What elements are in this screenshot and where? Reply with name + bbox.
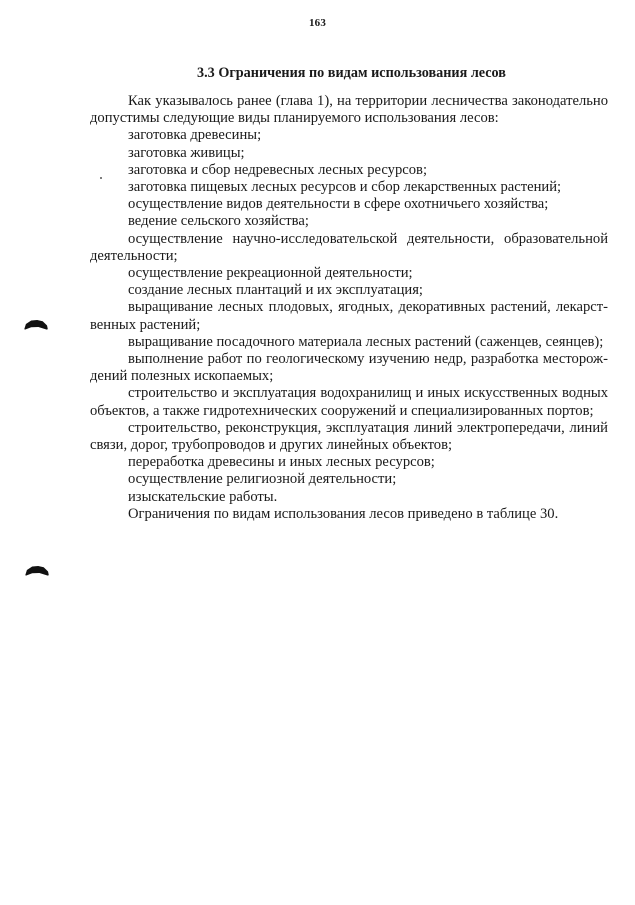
list-item: осуществление научно-исследовательской деятельности, образовательной деятельности; [90, 230, 608, 264]
list-item: осуществление рекреационной деятельности; [128, 265, 413, 282]
list-item: строительство и эксплуатация водохранилищ и иных искусственных водных объектов, а также гидротехнических сооружений и специализированных портов; [90, 385, 608, 419]
list-item: заготовка живицы; [128, 144, 245, 161]
binder-hole-mark [25, 566, 49, 576]
list-item: осуществление религиозной деятельности; [128, 471, 397, 488]
scan-speck [100, 177, 102, 179]
list-item: выращивание посадочного материала лесных растений (саженцев, сеянцев); [128, 333, 604, 350]
list-item: заготовка пищевых лесных ресурсов и сбор лекарственных растений; [128, 179, 562, 196]
list-item: заготовка древесины; [128, 127, 262, 144]
list-item: выполнение работ по геологическому изучению недр, разработка месторож-дений полезных ископаемых; [90, 351, 608, 385]
list-item: выращивание лесных плодовых, ягодных, декоративных растений, лекарст-венных растений; [90, 299, 608, 333]
intro-paragraph: Как указывалось ранее (глава 1), на территории лесничества законодательно допустимы следующие виды планируемого использования лесов: [90, 93, 608, 127]
binder-hole-mark [24, 320, 48, 330]
list-item: осуществление видов деятельности в сфере охотничьего хозяйства; [128, 196, 549, 213]
section-title: 3.3 Ограничения по видам использования лесов [197, 65, 506, 81]
list-item: изыскательские работы. [128, 488, 278, 505]
page-number: 163 [308, 17, 327, 29]
list-item: строительство, реконструкция, эксплуатация линий электропередачи, линий связи, дорог, трубопроводов и других линейных объектов; [90, 419, 608, 454]
list-item: переработка древесины и иных лесных ресурсов; [128, 454, 435, 471]
document-body [90, 93, 608, 523]
list-item: заготовка и сбор недревесных лесных ресурсов; [128, 161, 427, 178]
closing-paragraph: Ограничения по видам использования лесов приведено в таблице 30. [128, 505, 559, 522]
list-item: ведение сельского хозяйства; [128, 213, 309, 230]
list-item: создание лесных плантаций и их эксплуатация; [128, 282, 423, 299]
